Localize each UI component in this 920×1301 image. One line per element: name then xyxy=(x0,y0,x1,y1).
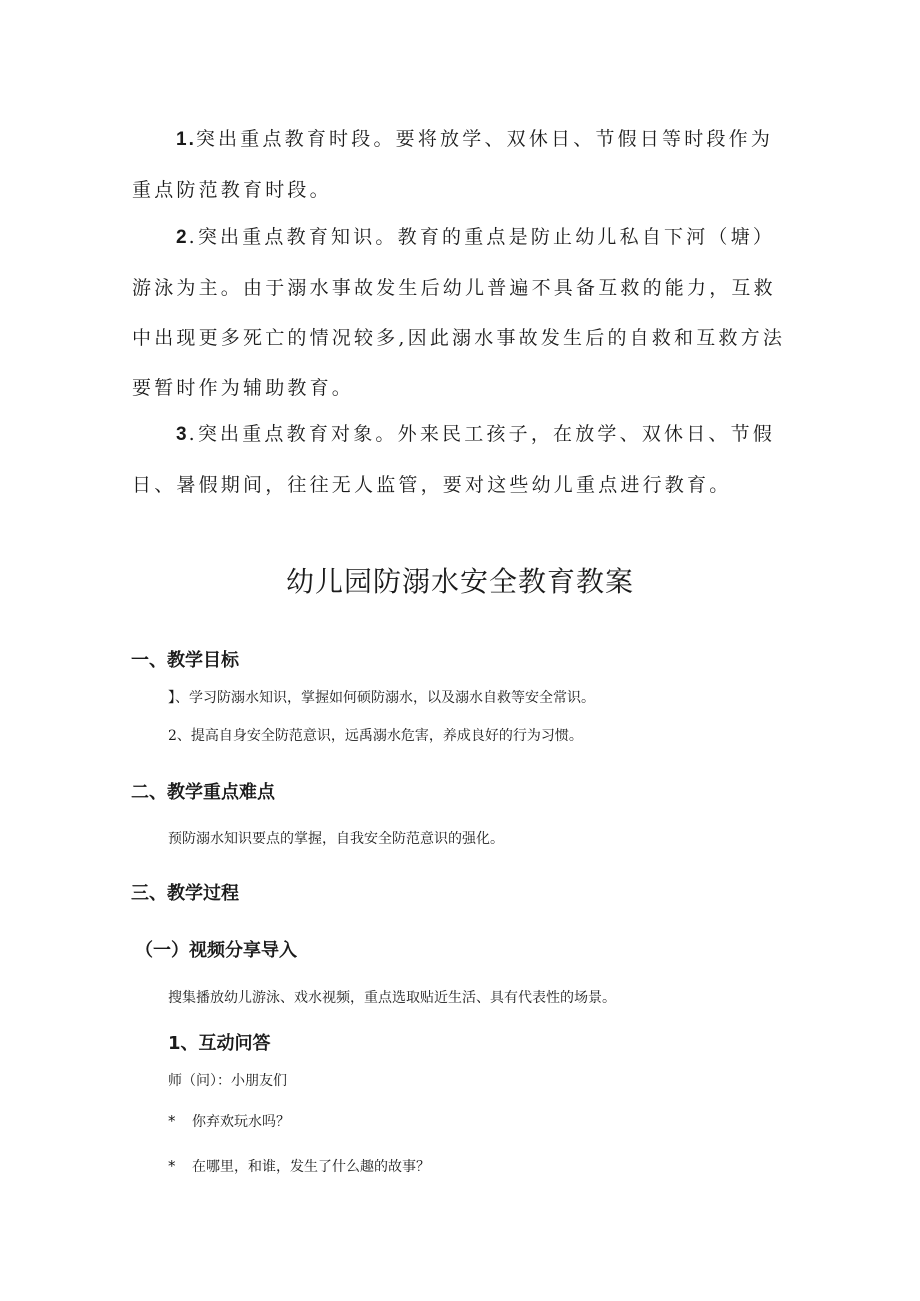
bullet-mark: * xyxy=(168,1112,176,1130)
question-text: 在哪里，和谁，发生了什么趣的故事？ xyxy=(192,1159,430,1175)
key-points-text: 预防溺水知识要点的掌握，自我安全防范意识的强化。 xyxy=(168,831,504,847)
section-heading-key-points: 二、教学重点难点 xyxy=(131,782,275,803)
paragraph-focus-target xyxy=(132,409,794,510)
goal-item-1: 】、学习防溺水知识，掌握如何硕防溺水，以及溺水自救等安全常识。 xyxy=(168,690,595,706)
paragraph-focus-knowledge xyxy=(132,212,794,413)
goal-item-2: 2、提高自身安全防范意识，远禹溺水危害，养成良好的行为习惯。 xyxy=(168,728,583,744)
paragraph-number: 3 xyxy=(176,424,189,445)
question-item xyxy=(168,1156,430,1176)
section-heading-process: 三、教学过程 xyxy=(131,883,239,904)
paragraph-number: 2 xyxy=(176,227,189,248)
document-title: 幼儿园防溺水安全教育教案 xyxy=(285,565,634,598)
teacher-prompt: 师（问）：小朋友们 xyxy=(168,1073,287,1089)
paragraph-text: .突出重点教育知识。教育的重点是防止幼儿私自下河（塘）游泳为主。由于溺水事故发生后幼儿普遍不具备互救的能力，互救中出现更多死亡的情况较多,因此溺水事故发生后的自救和互救方法要暂时作为辅助教育。 xyxy=(132,226,786,399)
subsection-heading-qa: 1、互动问答 xyxy=(168,1033,271,1054)
subsection-heading-video: （一）视频分享导入 xyxy=(135,940,297,961)
paragraph-number: 1. xyxy=(176,129,196,150)
paragraph-focus-time xyxy=(132,114,794,215)
video-text: 搜集播放幼儿游泳、戏水视频，重点选取贴近生活、具有代表性的场景。 xyxy=(168,990,616,1006)
paragraph-text: 突出重点教育时段。要将放学、双休日、节假日等时段作为重点防范教育时段。 xyxy=(132,128,774,201)
section-heading-goals: 一、教学目标 xyxy=(131,650,239,671)
question-item xyxy=(168,1111,290,1131)
question-text: 你弃欢玩水吗？ xyxy=(192,1114,290,1130)
bullet-mark: * xyxy=(168,1157,176,1175)
paragraph-text: .突出重点教育对象。外来民工孩子，在放学、双休日、节假日、暑假期间，往往无人监管，要对这些幼儿重点进行教育。 xyxy=(132,423,776,496)
